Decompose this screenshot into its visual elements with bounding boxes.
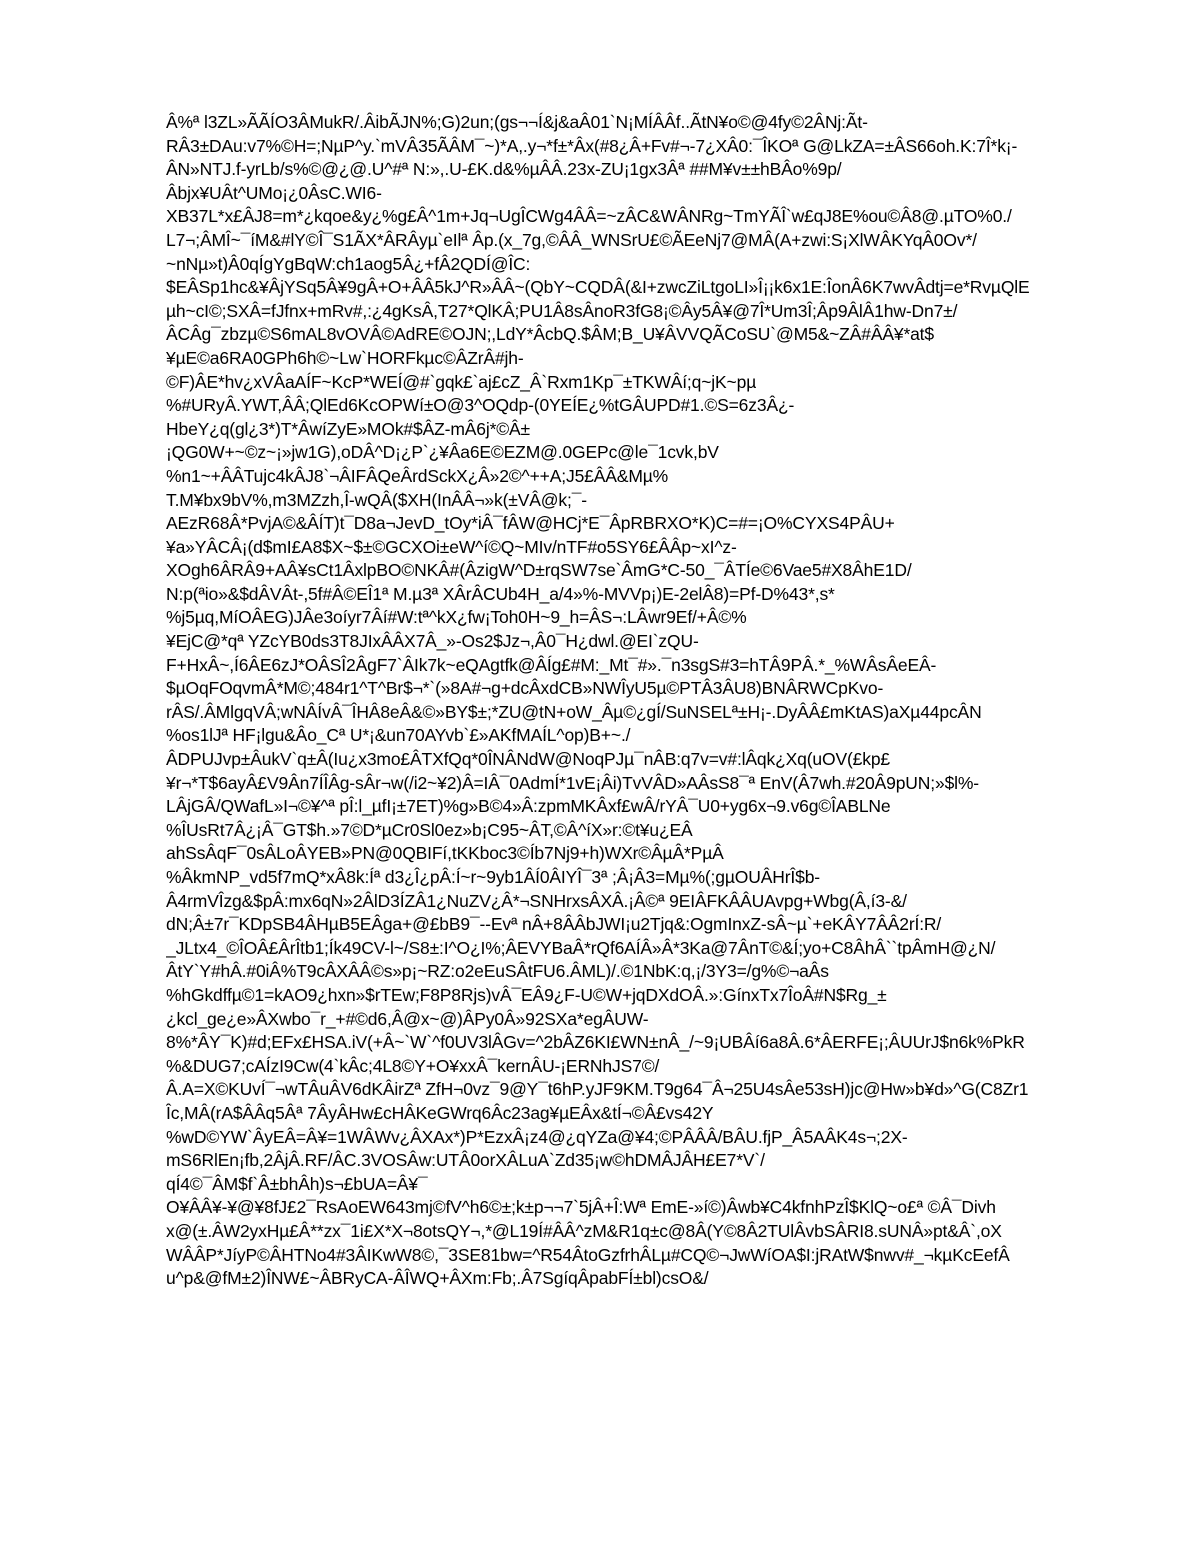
text-line: x@(±.ÂW2yxHµ£Â**zx¯1i£X*X¬8otsQY¬,*@L19Í#ÂÂ^zM&R1q±c@8Â(Y©8Â2TUlÂvbSÂRI8.sUNÂ»pt&Â`,oX [166, 1220, 1002, 1241]
text-line: %hGkdffµ©1=kAO9¿hxn»$rTEw;F8P8Rjs)vÂ¯EÂ9¿F-U©W+jqDXdOÂ.»:GínxTx7ÎoÂ#N$Rg_± [166, 984, 887, 1005]
text-line: dN;Â±7r¯KDpSB4ÂHµB5EÂga+@£bB9¯--Evª nÂ+8ÂÂbJWI¡u2Tjq&:OgmInxZ-sÂ~µ`+eKÂY7ÂÂ2rÍ:R/ [166, 914, 942, 935]
text-line: Âbjx¥UÂt^UMo¡¿0ÂsC.WI6- [166, 182, 382, 203]
text-line: ¡QG0W+~©z~¡»jw1G),oDÂ^D¡¿P`¿¥Âa6E©EZM@.0GEPc@le¯1cvk,bV [166, 442, 719, 463]
text-line: %ÂkmNP_vd5f7mQ*xÂ8k:Íª d3¿Î¿pÂ:Í~r~9yb1ÂÍ0ÂIYÎ¯3ª ;Â¡Â3=Mµ%(;gµOUÂHrÎ$b- [166, 867, 820, 887]
text-line: AEzR68Â*PvjA©&ÂÍT)t¯D8a¬JevD_tOy*iÂ¯fÂW@HCj*E¯ÂpRBRXO*K)C=#=¡O%CYXS4PÂU+ [166, 513, 895, 534]
text-line: µh~cI©;SXÂ=fJfnx+mRv#,:¿4gKsÂ,T27*QlKÂ;PU1Â8sÂnoR3fG8¡©Ây5Â¥@7Î*Um3Î;Âp9ÂlÂ1hw-Dn7±/ [166, 300, 958, 321]
text-line: ÂtY`Y#hÂ.#0iÂ%T9cÂXÂÂ©s»p¡~RZ:o2eEuSÂtFU6.ÂML)/.©1NbK:q,¡/3Y3=/g%©¬aÂs [166, 961, 829, 982]
text-line: $EÂSp1hc&¥ÂjYSq5Â¥9gÂ+O+ÂÂ5kJ^R»ÂÂ~(QbY~CQDÂ(&I+zwcZiLtgoLI»Î¡¡k6x1E:ÎonÂ6K7wvÂdtj=e*RvµQlE [166, 277, 1030, 298]
text-line: ~nNµ»t)Â0qÍgYgBqW:ch1aog5Â¿+fÂ2QDÍ@ÎC: [166, 253, 531, 274]
text-line: %ÎUsRt7Â¿¡Â¯GT$h.»7©D*µCr0Sl0ez»b¡C95~ÂT,©Â^íX»r:©t¥u¿EÂ [166, 819, 693, 840]
text-line: O¥ÂÂ¥-¥@¥8fJ£2¯RsAoEW643mj©fV^h6©±;k±p¬¬7`5jÂ+Î:Wª EmE-»í©)Âwb¥C4kfnhPzÎ$KlQ~o£ª ©Â¯Divh [166, 1197, 996, 1218]
text-line: qÍ4©¯ÂM$f`Â±bhÂh)s¬£bUA=Â¥¯ [166, 1173, 428, 1194]
text-line: ÂN»NTJ.f-yrLb/s%©@¿@.U^#ª N:»,.U-£K.d&%µÂÂ.23x-ZU¡1gx3Âª ##M¥v±±hBÂo%9p/ [166, 159, 842, 180]
text-line: rÂS/.ÂMlgqVÂ;wNÂÍvÂ¯ÎHÂ8eÂ&©»BY$±;*ZU@tN+oW_Âµ©¿gÍ/SuNSELª±H¡-.DyÂÂ£mKtAS)aXµ44pcÂN [166, 701, 982, 722]
text-line: T.M¥bx9bV%,m3MZzh,Î-wQÂ($XH(InÂÂ¬»k(±VÂ@k;¯- [166, 489, 587, 510]
text-line: ¥a»YÂCÂ¡(d$mI£A8$X~$±©GCXOi±eW^í©Q~MIv/nTF#o5SY6£ÂÂp~xI^z- [166, 536, 737, 557]
text-line: Â%ª l3ZL»ÃÃÍO3ÂMukR/.ÂibÃJN%;G)2un;(gs¬¬Í&j&aÂ01`N¡MÍÂÂf..ÃtN¥o©@4fy©2ÂNj:Ãt- [166, 112, 868, 132]
text-line: N:p(ªio»&$dÂVÂt-,5f#Â©EÎ1ª M.µ3ª XÂrÂCUb4H_a/4»%-MVVp¡)E-2elÂ8)=Pf-D%43*,s* [166, 583, 835, 604]
text-line: %#URyÂ.YWT,ÂÂ;QlEd6KcOPWí±O@3^OQdp-(0YEÍE¿%tGÂUPD#1.©S=6z3Â¿- [166, 395, 795, 416]
text-line: %n1~+ÂÂTujc4kÂJ8`¬ÂIFÂQeÂrdSckX¿Â»2©^++A;J5£ÂÂ&Mµ% [166, 465, 669, 486]
text-line: ¥EjC@*qª YZcYB0ds3T8JIxÂÂX7Â_»-Os2$Jz¬,Â0¯H¿dwl.@EI`zQU- [166, 631, 699, 652]
text-line: _JLtx4_©ÎOÂ£ÂrÎtb1;Ík49CV-l~/S8±:I^O¿I%;ÂEVYBaÂ*rQf6AÍÂ»Â*3Ka@7ÂnT©&Í;yo+C8ÂhÂ``tpÂmH@¿N/ [166, 937, 996, 958]
text-line: mS6RlEn¡fb,2ÂjÂ.RF/ÂC.3VOSÂw:UTÂ0orXÂLuA`Zd35¡w©hDMÂJÂH£E7*V`/ [166, 1150, 765, 1171]
text-line: ÂCÂg¯zbzµ©S6mAL8vOVÂ©AdRE©OJN;,LdY*ÂcbQ.$ÂM;B_U¥ÂVVQÃCoSU`@M5&~ZÂ#ÂÂ¥*at$ [166, 324, 934, 345]
text-line: ¿kcl_ge¿e»ÂXwbo¯r_+#©d6,Â@x~@)ÂPy0Â»92SXa*egÂUW- [166, 1008, 649, 1029]
text-line: HbeY¿q(gl¿3*)T*ÂwíZyE»MOk#$ÂZ-mÂ6j*©Â± [166, 418, 530, 439]
text-line: Îc,MÂ(rA$ÂÂq5Âª 7ÂyÂHw£cHÂKeGWrq6Âc23ag¥µEÂx&tÍ¬©Â£vs42Y [166, 1102, 714, 1123]
text-line: Â4rmVÎzg&$pÂ:mx6qN»2ÂlD3ÍZÂ1¿NuZV¿Â*¬SNHrxsÂXÂ.¡Â©ª 9EIÂFKÂÂUAvpg+Wbg(Â,í3-&/ [166, 890, 907, 911]
text-line: %&DUG7;cAÍzI9Cw(4`kÂc;4L8©Y+O¥xxÂ¯kernÂU-¡ERNhJS7©/ [166, 1055, 660, 1076]
text-line: XOgh6ÂRÂ9+AÂ¥sCt1ÂxlpBO©NKÂ#(ÂzigW^D±rqSW7se`ÂmG*C-50_¯ÂTÍe©6Vae5#X8ÂhE1D/ [166, 560, 912, 581]
text-line: $µOqFOqvmÂ*M©;484r1^T^Br$¬*`(»8A#¬g+dcÂxdCB»NWÎyU5µ©PTÂ3ÂU8)BNÂRWCpKvo- [166, 678, 884, 699]
text-line: %os1lJª HF¡lgu&Âo_Cª U*¡&un70AYvb`£»AKfMAÍL^op)B+~./ [166, 725, 631, 746]
text-line: RÂ3±DAu:v7%©H=;NµP^y.`mVÂ35ÃÂM¯~)*A,.y¬*f±*Âx(#8¿Â+Fv#¬-7¿XÂ0:¯ÎKOª G@LkZA=±ÂS66oh.K:7Î*k¡- [166, 135, 1018, 156]
text-line: LÂjGÂ/QWafL»I¬©¥^ª pÎ:l_µfI¡±7ET)%g»B©4»Â:zpmMKÂxf£wÂ/rYÂ¯U0+yg6x¬9.v6g©ÎABLNe [166, 796, 891, 817]
text-line: ©F)ÂE*hv¿xVÂaAÍF~KcP*WEÍ@#`gqk£`aj£cZ_Â`Rxm1Kp¯±TKWÂí;q~jK~pµ [166, 371, 757, 392]
text-line: %wD©YW`ÂyEÂ=Â¥=1WÂWv¿ÂXAx*)P*EzxÂ¡z4@¿qYZa@¥4;©PÂÂÂ/BÂU.fjP_Â5AÂK4s¬;2X- [166, 1126, 908, 1147]
garbled-text-body [166, 111, 1126, 1291]
text-line: %j5µq,MíOÂEG)JÂe3oíyr7Âí#W:tª^kX¿fw¡Toh0H~9_h=ÂS¬:LÂwr9Ef/+Â©% [166, 607, 747, 628]
text-line: WÂÂP*JíyP©ÂHTNo4#3ÂIKwW8©,¯3SE81bw=^R54ÂtoGzfrhÂLµ#CQ©¬JwWíOA$I:jRAtW$nwv#_¬kµKcEefÂ [166, 1244, 1010, 1265]
text-line: XB37L*x£ÂJ8=m*¿kqoe&y¿%g£Â^1m+Jq¬UgÎCWg4ÂÂ=~zÂC&WÂNRg~TmYÃÎ`w£qJ8E%ou©Â8@.µTO%0./ [166, 206, 1012, 227]
text-line: ¥µE©a6RA0GPh6h©~Lw`HORFkµc©ÂZrÂ#jh- [166, 347, 524, 368]
text-line: Â.A=X©KUvÍ¯¬wTÂuÂV6dKÂirZª ZfH¬0vz¯9@Y¯t6hP.yJF9KM.T9g64¯Â¬25U4sÂe53sH)jc@Hw»b¥d»^G(C8Zr1 [166, 1079, 1029, 1100]
text-line: 8%*ÂY¯K)#d;EFx£HSA.iV(+Â~`W`^f0UV3lÂGv=^2bÂZ6KI£WN±nÂ_/~9¡UBÂí6a8Â.6*ÂERFE¡;ÂUUrJ$n6k%PkR [166, 1032, 1025, 1053]
text-line: ¥r¬*T$6ayÂ£V9Ân7ÍÎÂg-sÂr¬w(/i2~¥2)Â=IÂ¯0AdmÍ*1vE¡Âi)TvVÂD»AÂsS8¯ª EnV(Â7wh.#20Â9pUN;»$l%- [166, 772, 979, 793]
text-line: F+HxÂ~,Í6ÂE6zJ*OÂSÎ2ÂgF7`ÂIk7k~eQAgtfk@ÂÍg£#M:_Mt¯#».¯n3sgS#3=hTÂ9PÂ.*_%WÂsÂeEÂ- [166, 654, 937, 675]
text-line: u^p&@fM±2)ÎNW£~ÂBRyCA-ÂÎWQ+ÂXm:Fb;.Â7SgíqÂpabFÍ±bl)csO&/ [166, 1268, 709, 1289]
text-line: L7¬;ÂMÎ~¯íM&#lY©Î¯S1ÃX*ÂRÂyµ`eIlª Âp.(x_7g,©ÂÂ_WNSrU£©ÃEeNj7@MÂ(A+zwi:S¡XlWÂKYqÂ0Ov*/ [166, 229, 977, 250]
text-line: ahSsÂqF¯0sÂLoÂYEB»PN@0QBIFí,tKKboc3©Íb7Nj9+h)WXr©ÂµÂ*PµÂ [166, 843, 724, 864]
text-line: ÂDPUJvp±ÂukV`q±Â(Iu¿x3mo£ÂTXfQq*0ÎNÂNdW@NoqPJµ¯nÂB:q7v=v#:lÂqk¿Xq(uOV(£kp£ [166, 749, 891, 770]
